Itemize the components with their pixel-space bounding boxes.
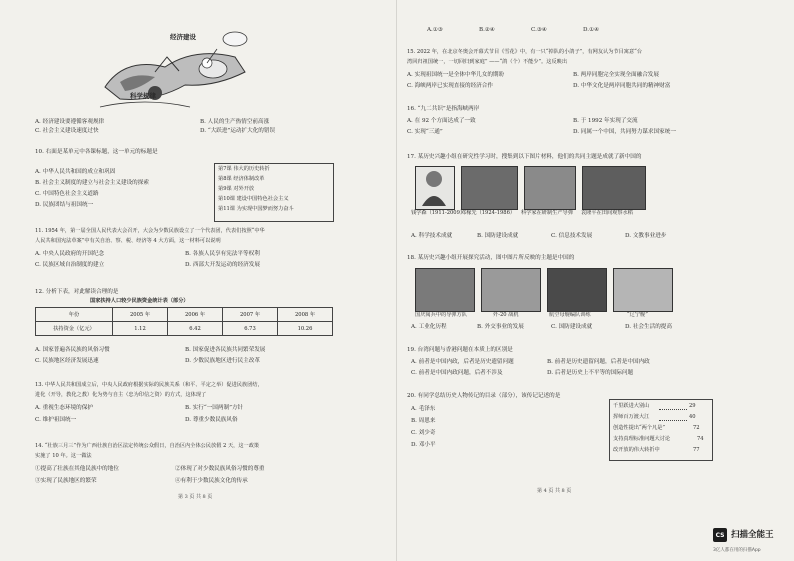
q20-toc-page-2: 40 xyxy=(689,414,696,420)
portrait-icon xyxy=(421,168,447,206)
q9-option-b: B. 人民的生产热情空前高涨 xyxy=(200,119,270,125)
table-header-cell: 2008 年 xyxy=(278,308,333,322)
q17-caption-3: 科学家在研制生产导弹 xyxy=(521,210,573,216)
q20-stem: 20. 有同学总结历史人物传记的目录（部分），该传记记述的是 xyxy=(407,393,561,399)
q15-option-b: B. 两岸同胞完全实现全面融合发展 xyxy=(573,72,659,78)
q10-option-a: A. 中华人民共和国的成立和巩固 xyxy=(35,169,116,175)
q15-top-option-b: B.②④ xyxy=(479,27,495,33)
q10-box-line-2: 第8课 经济体制改革 xyxy=(218,176,265,182)
cartoon-label-top: 经济建设 xyxy=(170,33,196,41)
q18-caption-3: 航空母舰编队训练 xyxy=(549,312,591,318)
q9-option-c: C. 社会主义建设速度过快 xyxy=(35,128,99,134)
q19-option-d: D. 后者是历史上不平等的国际问题 xyxy=(547,370,634,376)
q15-option-c: C. 海峡两岸已实现直接的经济合作 xyxy=(407,83,493,89)
q20-toc-page-4: 74 xyxy=(697,436,704,442)
q10-box-line-4: 第10课 建设中国特色社会主义 xyxy=(218,196,289,202)
q20-toc-title-5: 改开放的伟大转折中 xyxy=(613,447,660,453)
table-cell: 6.42 xyxy=(168,322,223,336)
q13-option-a: A. 重视生态环境的保护 xyxy=(35,405,93,411)
q10-box-line-3: 第9课 对外开放 xyxy=(218,186,255,192)
q18-photo-4 xyxy=(613,268,673,312)
q20-toc-page-5: 77 xyxy=(693,447,700,453)
q20-toc-title-3: 创造性提出“两个凡是” xyxy=(613,425,665,431)
q10-option-d: D. 民族团结与祖国统一 xyxy=(35,202,94,208)
q10-box-line-1: 第7课 伟大的历史转折 xyxy=(218,166,270,172)
q19-option-b: B. 前者是历史遗留问题，后者是中国内政 xyxy=(547,359,650,365)
q13-line-1: 13. 中华人民共和国成立后，中央人民政府根据实际的民族关系（和平、平定之举）促进民族团结， xyxy=(35,382,263,388)
page-4-footer: 第 4 页 共 8 页 xyxy=(537,488,572,494)
q9-option-a: A. 经济建设要遵循客观规律 xyxy=(35,119,105,125)
q15-option-d: D. 中华文化是两岸同胞共同的精神财富 xyxy=(573,83,671,89)
q18-option-b: B. 外交事业的发展 xyxy=(477,324,524,330)
q20-option-c: C. 刘少奇 xyxy=(411,430,436,436)
q17-stem: 17. 某历史兴趣小组在研究性学习时，搜集到以下图片材料，他们的共同主题是成就了新中国的 xyxy=(407,154,642,160)
table-header-cell: 2007 年 xyxy=(223,308,278,322)
q17-option-c: C. 信息技术发展 xyxy=(551,233,593,239)
q11-option-c: C. 民族区域自治制度的建立 xyxy=(35,262,105,268)
q10-stem: 10. 右面是某单元中各课标题，这一单元的标题是 xyxy=(35,149,158,155)
q17-option-d: D. 文教事业进步 xyxy=(625,233,667,239)
q16-option-d: D. 同属一个中国，共同努力谋求国家统一 xyxy=(573,129,676,135)
q11-option-b: B. 各族人民享有宪法平等权利 xyxy=(185,251,260,257)
table-header-cell: 2005 年 xyxy=(113,308,168,322)
q15-top-option-c: C.③④ xyxy=(531,27,547,33)
q16-option-c: C. 实现“三通” xyxy=(407,129,443,135)
q18-option-d: D. 社会生活的提高 xyxy=(625,324,672,330)
q19-option-a: A. 前者是中国内政，后者是历史遗留问题 xyxy=(411,359,514,365)
q20-option-a: A. 毛泽东 xyxy=(411,406,436,412)
toc-leader xyxy=(659,409,687,410)
q17-caption-1: 钱学森（1911-2009） xyxy=(411,210,466,216)
q12-table-title: 国家扶持人口较少民族资金统计表（部分） xyxy=(90,298,189,304)
q18-caption-2: 歼-20 战机 xyxy=(493,312,519,318)
q10-option-c: C. 中国特色社会主义道路 xyxy=(35,191,99,197)
q18-option-c: C. 国防建设成就 xyxy=(551,324,593,330)
q20-toc-page-3: 72 xyxy=(693,425,700,431)
q13-option-c: C. 维护祖国统一 xyxy=(35,417,77,423)
q18-stem: 18. 某历史兴趣小组开展探究活动，图中图片所反映的主题是中国的 xyxy=(407,255,575,261)
q20-toc-title-1: 千里跃进大别山 xyxy=(613,403,650,409)
q11-line-2: 人民共和国宪法草案”中有关自治、察、税、经济等 4 大方面，这一材料可以说明 xyxy=(35,238,221,244)
q15-line-2: 湾回归祖国统一，一切回归到家庭” ——“鸽（个）不能少”。这反映出 xyxy=(407,59,568,65)
q19-option-c: C. 前者是中国内政问题，后者不涉及 xyxy=(411,370,503,376)
q17-photo-2 xyxy=(461,166,518,210)
q13-option-b: B. 实行“一国两制”方针 xyxy=(185,405,244,411)
q17-caption-4: 袁隆平在田间观察水稻 xyxy=(581,210,633,216)
page-4 xyxy=(397,0,794,561)
table-row-label: 扶持资金（亿元） xyxy=(36,322,113,336)
table-header-cell: 年份 xyxy=(36,308,113,322)
q14-option-3: ③实现了民族地区的繁荣 xyxy=(35,478,97,484)
q15-option-a: A. 实现祖国统一是全体中华儿女的期盼 xyxy=(407,72,505,78)
table-cell: 1.12 xyxy=(113,322,168,336)
cartoon-label-bottom: 科学规律 xyxy=(130,92,156,100)
q16-option-b: B. 于 1992 年实现了交流 xyxy=(573,118,638,124)
toc-leader xyxy=(659,420,687,421)
q18-photo-1 xyxy=(415,268,475,312)
table-row xyxy=(36,322,333,336)
q17-caption-2: 邓稼先（1924-1986） xyxy=(461,210,516,216)
table-cell: 10.26 xyxy=(278,322,333,336)
camscanner-brand-name: 扫描全能王 xyxy=(731,530,774,540)
q13-line-2: 进化（开导，教化之教）化为势与自主（忠为印信之资）的方式，这体现了 xyxy=(35,392,207,398)
q14-option-2: ②体现了对少数民族风俗习惯的尊重 xyxy=(175,466,265,472)
q11-line-1: 11. 1954 年，第一届全国人民代表大会召开，大会为少数民族设立了一个代表团，代表们按照“中华 xyxy=(35,228,265,234)
q20-toc-title-2: 挥师百万渡大江 xyxy=(613,414,650,420)
q17-option-a: A. 科学技术成就 xyxy=(411,233,453,239)
q11-option-d: D. 西部大开发运动的经济发展 xyxy=(185,262,260,268)
q18-photo-3 xyxy=(547,268,607,312)
camscanner-logo-icon: CS xyxy=(713,528,727,542)
q18-caption-1: 国庆阅兵中的导弹方队 xyxy=(415,312,467,318)
q17-option-b: B. 国防建设成就 xyxy=(477,233,519,239)
q12-funding-table xyxy=(35,307,333,336)
q18-caption-4: “辽宁舰” xyxy=(627,312,648,318)
q17-photo-4 xyxy=(582,166,646,210)
table-cell: 6.73 xyxy=(223,322,278,336)
q18-option-a: A. 工业化历程 xyxy=(411,324,447,330)
q14-line-2: 实施了 10 年。这一做法 xyxy=(35,453,92,459)
q13-option-d: D. 尊重少数民族风俗 xyxy=(185,417,238,423)
camscanner-tagline: 3亿人都在用的扫描App xyxy=(713,548,761,553)
table-header-cell: 2006 年 xyxy=(168,308,223,322)
q14-option-4: ④有利于少数民族文化的传承 xyxy=(175,478,248,484)
q12-option-b: B. 国家促进各民族共同繁荣发展 xyxy=(185,347,266,353)
q14-option-1: ①提高了壮族在其他民族中的地位 xyxy=(35,466,119,472)
page-3-footer: 第 3 页 共 8 页 xyxy=(178,494,213,500)
q12-option-a: A. 国家普遍各民族的风俗习惯 xyxy=(35,347,110,353)
q12-option-d: D. 少数民族地区进行民主改革 xyxy=(185,358,260,364)
q11-option-a: A. 中央人民政府的开国纪念 xyxy=(35,251,105,257)
q20-toc-title-4: 支持真理标准问题大讨论 xyxy=(613,436,671,442)
q15-top-option-d: D.①④ xyxy=(583,27,600,33)
q10-option-b: B. 社会主义制度的建立与社会主义建设的探索 xyxy=(35,180,149,186)
q10-box-line-5: 第11课 为实现中国梦而努力奋斗 xyxy=(218,206,294,212)
q16-option-a: A. 在 92 个方面达成了一致 xyxy=(407,118,476,124)
q17-photo-3 xyxy=(524,166,576,210)
q15-line-1: 15. 2022 年，在北京冬奥会开幕式节目《雪花》中，有一只“掉队的小鸽子”，有网友认为节目寓意“台 xyxy=(407,49,643,55)
q12-stem: 12. 分析下表，对此解读合理的是 xyxy=(35,289,119,295)
q9-option-d: D. “大跃进”运动扩大化的错误 xyxy=(200,128,276,134)
q18-photo-2 xyxy=(481,268,541,312)
q12-option-c: C. 民族地区经济发展迅速 xyxy=(35,358,99,364)
q20-toc-page-1: 29 xyxy=(689,403,696,409)
table-row xyxy=(36,308,333,322)
q19-stem: 19. 台湾问题与香港问题在本质上的区别是 xyxy=(407,347,513,353)
q20-option-d: D. 邓小平 xyxy=(411,442,436,448)
q15-top-option-a: A.①③ xyxy=(427,27,443,33)
q14-line-1: 14. “壮族三月三”作为广西壮族自治区法定传统公众假日，自治区内全体公民放假 2 天，这一政策 xyxy=(35,443,260,449)
q20-option-b: B. 周恩来 xyxy=(411,418,436,424)
q16-stem: 16. “九二共识”是指海峡两岸 xyxy=(407,106,480,112)
